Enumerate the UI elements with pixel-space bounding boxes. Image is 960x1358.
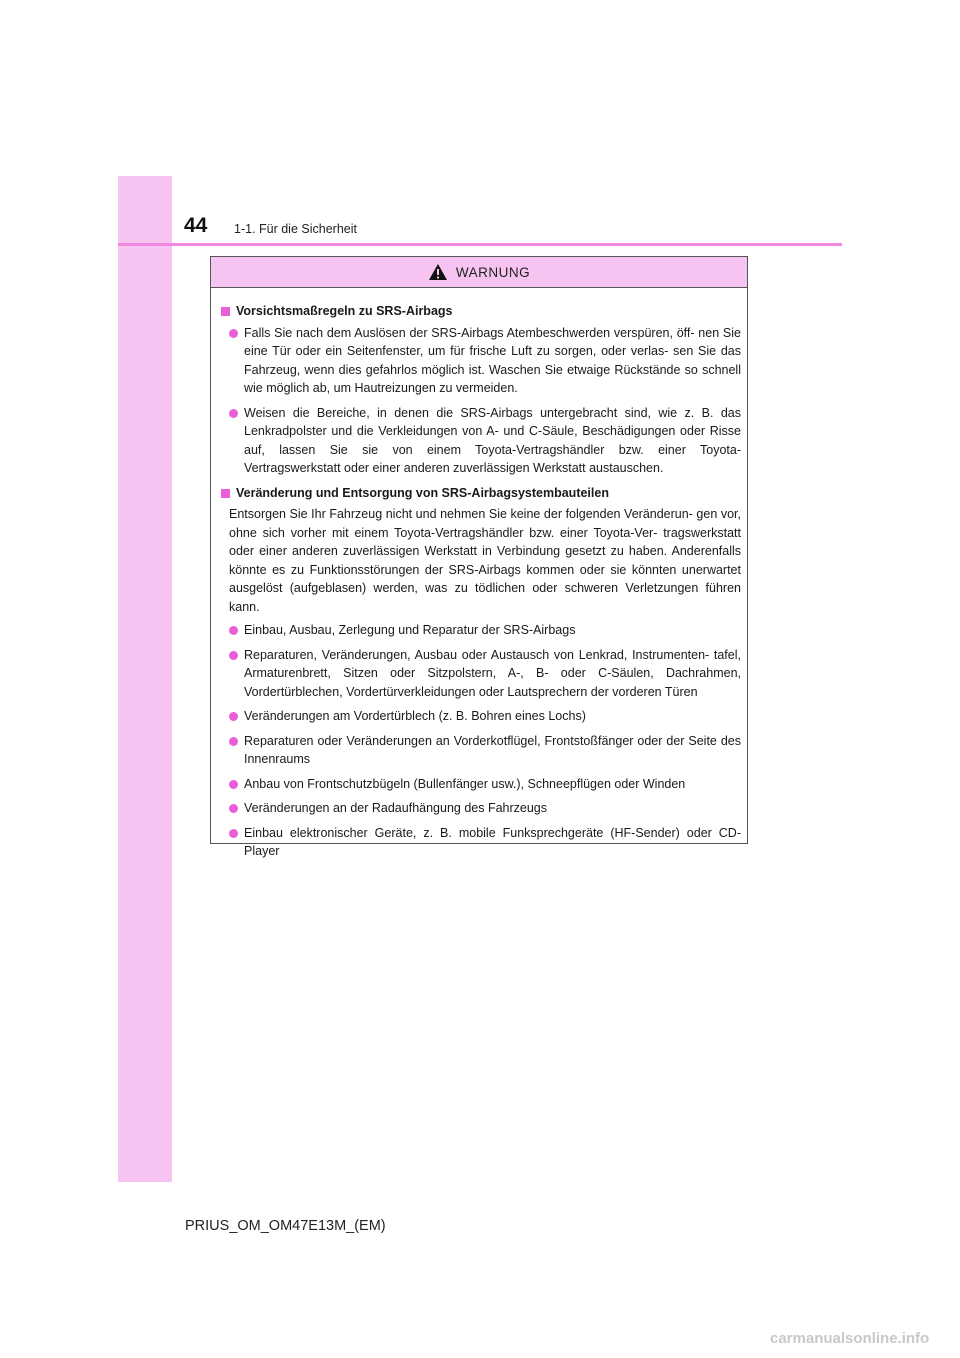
list-item: Anbau von Frontschutzbügeln (Bullenfänger usw.), Schneepflügen oder Winden xyxy=(229,775,741,794)
circle-bullet-icon xyxy=(229,829,238,838)
circle-bullet-icon xyxy=(229,329,238,338)
page-number: 44 xyxy=(184,214,208,237)
circle-bullet-icon xyxy=(229,737,238,746)
square-bullet-icon xyxy=(221,489,230,498)
circle-bullet-icon xyxy=(229,780,238,789)
list-item: Veränderungen am Vordertürblech (z. B. Bohren eines Lochs) xyxy=(229,707,741,726)
warning-title: WARNUNG xyxy=(455,264,531,280)
warning-box xyxy=(210,256,748,858)
section-heading: Veränderung und Entsorgung von SRS-Airbagsystembauteilen xyxy=(221,484,741,503)
warning-body xyxy=(211,288,747,861)
circle-bullet-icon xyxy=(229,712,238,721)
section-airbag-precautions xyxy=(221,302,741,478)
section-airbag-modification xyxy=(221,484,741,861)
warning-triangle-icon xyxy=(428,263,448,281)
square-bullet-icon xyxy=(221,307,230,316)
section-title: 1-1. Für die Sicherheit xyxy=(234,222,357,236)
circle-bullet-icon xyxy=(229,804,238,813)
warning-header xyxy=(211,257,747,288)
watermark[interactable]: carmanualsonline.info xyxy=(770,1330,930,1347)
section-heading: Vorsichtsmaßregeln zu SRS-Airbags xyxy=(221,302,741,321)
circle-bullet-icon xyxy=(229,626,238,635)
list-item: Reparaturen, Veränderungen, Ausbau oder Austausch von Lenkrad, Instrumenten- tafel, Armaturenbrett, Sitzen oder Sitzpolstern, A-, B- oder C-Säulen, Dachrahmen, Vordertürblechen, Vordertürverkleidungen oder Lautsprechern der vorderen Türen xyxy=(229,646,741,702)
section-paragraph: Entsorgen Sie Ihr Fahrzeug nicht und nehmen Sie keine der folgenden Veränderun- gen vor, ohne sich vorher mit einem Toyota-Vertragshändler bzw. einer Toyota-Ver- tragswerkstatt oder einer anderen zuverlässigen Werkstatt in Verbindung gesetzt zu haben. Anderenfalls könnte es zu Funktionsstörungen der SRS-Airbags kommen oder sie könnten unerwartet ausgelöst (aufgeblasen) werden, was zu tödlichen oder schweren Verletzungen führen kann. xyxy=(229,507,741,614)
list-item: Weisen die Bereiche, in denen die SRS-Airbags untergebracht sind, wie z. B. das Lenkradpolster und die Verkleidungen von A- und C-Säule, Beschädigungen oder Risse auf, lassen Sie sie von einem Toyota-Vertragshändler bzw. einer Toyota- Vertragswerkstatt oder einer anderen zuverlässigen Werkstatt austauschen. xyxy=(229,404,741,478)
list-item: Reparaturen oder Veränderungen an Vorderkotflügel, Frontstoßfänger oder der Seite des Innenraums xyxy=(229,732,741,769)
list-item: Falls Sie nach dem Auslösen der SRS-Airbags Atembeschwerden verspüren, öff- nen Sie eine Tür oder ein Seitenfenster, um für frische Luft zu sorgen, oder verlas- sen Sie das Fahrzeug, wenn dies gefahrlos möglich ist. Waschen Sie etwaige Rückstände so schnell wie möglich ab, um Hautreizungen zu vermeiden. xyxy=(229,324,741,398)
header-rule xyxy=(118,243,842,246)
circle-bullet-icon xyxy=(229,651,238,660)
list-item: Einbau elektronischer Geräte, z. B. mobile Funksprechgeräte (HF-Sender) oder CD-Player xyxy=(229,824,741,861)
list-item: Veränderungen an der Radaufhängung des Fahrzeugs xyxy=(229,799,741,818)
circle-bullet-icon xyxy=(229,409,238,418)
sidebar-tab xyxy=(118,176,172,1182)
document-code: PRIUS_OM_OM47E13M_(EM) xyxy=(185,1218,386,1234)
list-item: Einbau, Ausbau, Zerlegung und Reparatur der SRS-Airbags xyxy=(229,621,741,640)
